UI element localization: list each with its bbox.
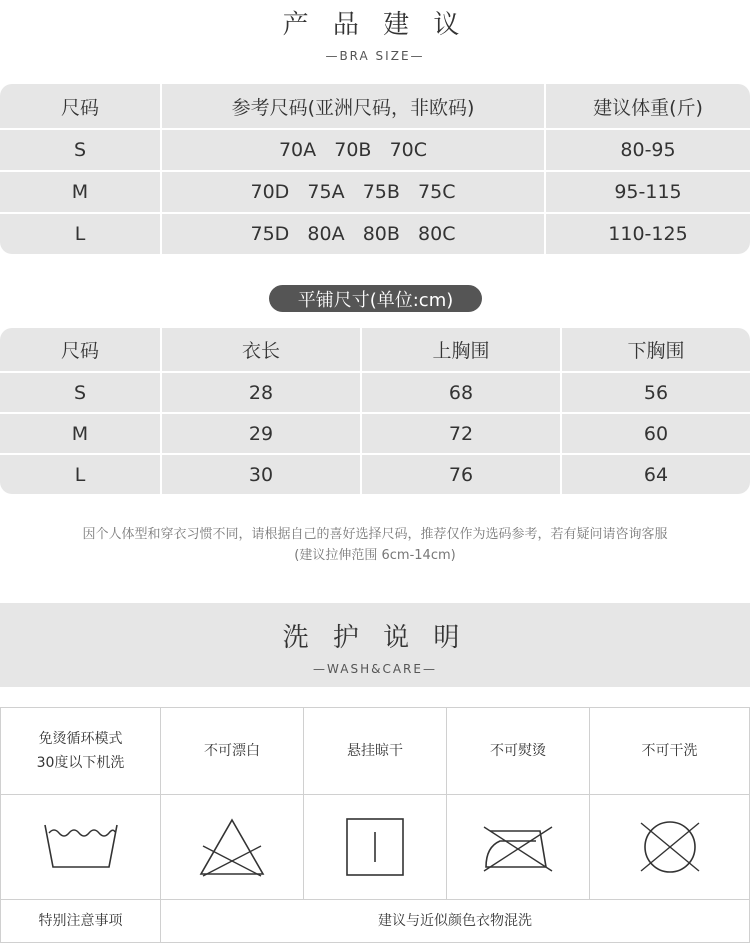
care-title-block xyxy=(0,617,750,676)
table-row xyxy=(0,212,750,254)
header-size: 尺码 xyxy=(60,340,99,362)
size-table xyxy=(0,84,750,254)
care-icon-cell xyxy=(1,795,161,899)
care-label-no-iron xyxy=(447,708,590,794)
care-icon-cell xyxy=(304,795,447,899)
product-title: 产 品 建 议 xyxy=(282,10,468,40)
care-grid xyxy=(0,707,750,943)
upper-bust-cell: 68 xyxy=(360,373,560,412)
weight-cell: 95-115 xyxy=(544,172,750,212)
length-cell: 30 xyxy=(160,455,360,494)
length-cell: 29 xyxy=(160,414,360,453)
wash-30-icon xyxy=(41,817,121,877)
care-label-text: 悬挂晾干 xyxy=(347,743,403,759)
size-cell: S xyxy=(73,381,87,404)
size-cell: M xyxy=(71,181,89,203)
flat-table-header xyxy=(0,328,750,371)
size-cell: L xyxy=(74,463,86,486)
table-row xyxy=(0,128,750,170)
product-subtitle: —BRA SIZE— xyxy=(325,49,425,63)
size-cell: L xyxy=(74,223,86,245)
size-table-header xyxy=(0,84,750,128)
under-bust-cell: 60 xyxy=(560,414,750,453)
care-title: 洗 护 说 明 xyxy=(282,623,468,653)
header-weight: 建议体重(斤) xyxy=(544,84,750,128)
table-row xyxy=(0,371,750,412)
reference-size-cell: 70D 75A 75B 75C xyxy=(160,172,544,212)
care-footer-row xyxy=(1,900,749,942)
care-label-no-dry-clean xyxy=(590,708,749,794)
length-cell: 28 xyxy=(160,373,360,412)
weight-cell: 80-95 xyxy=(544,130,750,170)
product-title-block xyxy=(0,4,750,63)
header-length: 衣长 xyxy=(160,328,360,371)
care-labels-row xyxy=(1,708,749,794)
size-cell: M xyxy=(71,422,89,445)
care-label-wash-line2: 30度以下机洗 xyxy=(36,755,125,771)
header-size: 尺码 xyxy=(60,96,99,119)
table-row xyxy=(0,170,750,212)
upper-bust-cell: 76 xyxy=(360,455,560,494)
flat-size-label: 平铺尺寸(单位:cm) xyxy=(269,285,482,312)
care-label-text: 不可熨烫 xyxy=(490,743,546,759)
size-note xyxy=(0,524,750,566)
weight-cell: 110-125 xyxy=(544,214,750,254)
table-row xyxy=(0,453,750,494)
table-row xyxy=(0,412,750,453)
care-label-text: 不可干洗 xyxy=(641,743,698,759)
care-subtitle: —WASH&CARE— xyxy=(313,662,437,676)
header-under-bust: 下胸围 xyxy=(560,328,750,371)
no-dry-clean-icon xyxy=(637,817,703,877)
care-icon-cell xyxy=(447,795,590,899)
under-bust-cell: 56 xyxy=(560,373,750,412)
size-note-line-1: 因个人体型和穿衣习惯不同，请根据自己的喜好选择尺码，推荐仅作为选码参考，若有疑问请咨询客服 xyxy=(82,527,668,542)
special-notice-value: 建议与近似颜色衣物混洗 xyxy=(378,913,532,929)
special-notice-label: 特别注意事项 xyxy=(1,900,161,942)
care-label-wash-line1: 免烫循环模式 xyxy=(38,731,123,747)
care-label-hang-dry xyxy=(304,708,447,794)
no-iron-icon xyxy=(480,817,556,877)
care-icons-row xyxy=(1,795,749,899)
care-label-wash xyxy=(1,708,161,794)
care-icon-cell xyxy=(590,795,749,899)
header-reference-size: 参考尺码(亚洲尺码，非欧码) xyxy=(160,84,544,128)
flat-size-table xyxy=(0,328,750,494)
hang-dry-icon xyxy=(344,816,406,878)
upper-bust-cell: 72 xyxy=(360,414,560,453)
size-note-line-2: (建议拉伸范围 6cm-14cm) xyxy=(294,548,456,563)
under-bust-cell: 64 xyxy=(560,455,750,494)
care-label-no-bleach xyxy=(161,708,304,794)
reference-size-cell: 75D 80A 80B 80C xyxy=(160,214,544,254)
reference-size-cell: 70A 70B 70C xyxy=(160,130,544,170)
size-cell: S xyxy=(73,139,87,161)
no-bleach-icon xyxy=(197,816,267,878)
care-label-text: 不可漂白 xyxy=(204,743,260,759)
header-upper-bust: 上胸围 xyxy=(360,328,560,371)
care-icon-cell xyxy=(161,795,304,899)
